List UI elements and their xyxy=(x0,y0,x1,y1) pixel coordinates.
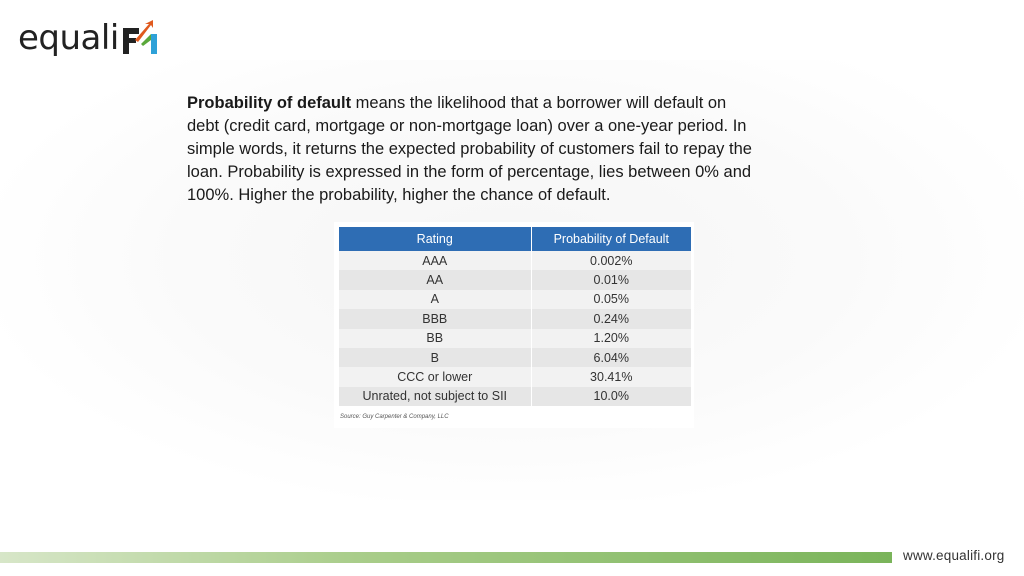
logo-wordmark: equali xyxy=(18,18,119,58)
probability-cell: 10.0% xyxy=(531,387,691,406)
probability-cell: 1.20% xyxy=(531,329,691,348)
table-row xyxy=(339,367,691,386)
probability-cell: 0.24% xyxy=(531,309,691,328)
table-source-note: Source: Guy Carpenter & Company, LLC xyxy=(340,414,449,420)
definition-paragraph xyxy=(187,92,762,207)
rating-cell: AAA xyxy=(339,251,531,270)
equalifi-logo[interactable] xyxy=(18,10,161,58)
rating-cell: A xyxy=(339,290,531,309)
footer-website-link[interactable]: www.equalifi.org xyxy=(903,548,1005,563)
table-row xyxy=(339,387,691,406)
table-row xyxy=(339,329,691,348)
rating-column-header: Rating xyxy=(339,227,531,251)
rating-cell: BBB xyxy=(339,309,531,328)
probability-column-header: Probability of Default xyxy=(531,227,691,251)
rating-cell: BB xyxy=(339,329,531,348)
probability-cell: 6.04% xyxy=(531,348,691,367)
rating-cell: CCC or lower xyxy=(339,367,531,386)
probability-table-image xyxy=(334,222,694,428)
probability-of-default-table xyxy=(339,227,691,406)
definition-term: Probability of default xyxy=(187,94,352,112)
probability-cell: 30.41% xyxy=(531,367,691,386)
probability-cell: 0.01% xyxy=(531,270,691,289)
probability-cell: 0.002% xyxy=(531,251,691,270)
table-row xyxy=(339,309,691,328)
table-row xyxy=(339,251,691,270)
definition-text: means the likelihood that a borrower will default on debt (credit card, mortgage or non-mortgage loan) over a one-year period. In simple words, it returns the expected probability of customers fail to repay the loan. Probability is expressed in the form of percentage, lies between 0% and 100%. Higher the probability, higher the chance of default. xyxy=(187,94,752,204)
rating-cell: B xyxy=(339,348,531,367)
rating-cell: AA xyxy=(339,270,531,289)
probability-cell: 0.05% xyxy=(531,290,691,309)
table-row xyxy=(339,270,691,289)
table-row xyxy=(339,348,691,367)
footer-accent-bar xyxy=(0,552,892,563)
rating-cell: Unrated, not subject to SII xyxy=(339,387,531,406)
table-row xyxy=(339,290,691,309)
stylized-fi-arrow-icon xyxy=(121,18,161,58)
table-header-row xyxy=(339,227,691,251)
